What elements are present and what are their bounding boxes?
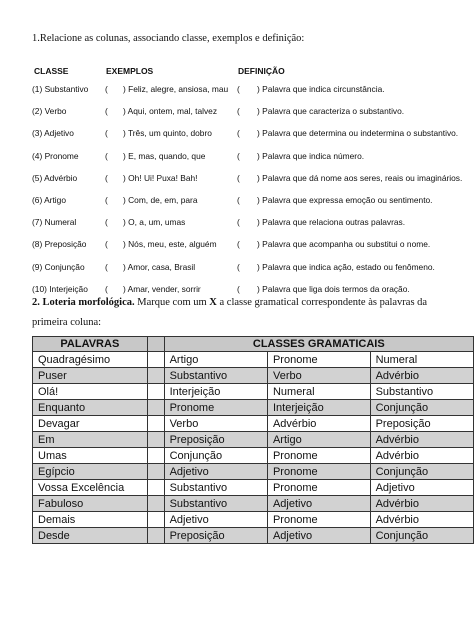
class-option-cell[interactable]: Substantivo: [164, 496, 267, 512]
answer-paren-open[interactable]: (: [237, 261, 240, 272]
example-text: ) Amar, vender, sorrir: [123, 283, 201, 294]
spacer-cell: [147, 352, 164, 368]
class-option-cell[interactable]: Advérbio: [370, 512, 473, 528]
matching-row: [32, 217, 462, 239]
word-cell: Vossa Excelência: [33, 480, 148, 496]
word-cell: Fabuloso: [33, 496, 148, 512]
class-option-cell[interactable]: Advérbio: [267, 416, 370, 432]
spacer-cell: [147, 448, 164, 464]
table-row: [33, 528, 474, 544]
word-cell: Desde: [33, 528, 148, 544]
matching-row: [32, 84, 462, 106]
question-2-number: 2.: [32, 297, 40, 308]
word-cell: Puser: [33, 368, 148, 384]
class-label: (6) Artigo: [32, 195, 66, 205]
class-label: (8) Preposição: [32, 239, 87, 250]
answer-paren-open[interactable]: (: [105, 150, 108, 161]
class-option-cell[interactable]: Substantivo: [370, 384, 473, 400]
class-label: (1) Substantivo: [32, 84, 89, 94]
class-option-cell[interactable]: Adjetivo: [164, 464, 267, 480]
question-1-title: 1.Relacione as colunas, associando classe, exemplos e definição:: [32, 33, 305, 44]
class-label: (10) Interjeição: [32, 283, 88, 294]
header-classe: CLASSE: [34, 66, 69, 76]
class-option-cell[interactable]: Conjunção: [370, 400, 473, 416]
class-option-cell[interactable]: Numeral: [267, 384, 370, 400]
class-option-cell[interactable]: Pronome: [267, 448, 370, 464]
definition-text: ) Palavra que liga dois termos da oração.: [257, 283, 410, 294]
answer-paren-open[interactable]: (: [105, 172, 108, 183]
definition-text: ) Palavra que acompanha ou substitui o nome.: [257, 239, 431, 250]
table-row: [33, 416, 474, 432]
word-cell: Demais: [33, 512, 148, 528]
definition-text: ) Palavra que indica circunstância.: [257, 84, 385, 94]
table-row: [33, 352, 474, 368]
class-option-cell[interactable]: Advérbio: [370, 448, 473, 464]
lottery-table: [32, 336, 474, 544]
header-exemplos: EXEMPLOS: [106, 66, 154, 76]
class-option-cell[interactable]: Adjetivo: [370, 480, 473, 496]
class-option-cell[interactable]: Pronome: [267, 480, 370, 496]
header-palavras: PALAVRAS: [33, 337, 148, 352]
table-row: [33, 464, 474, 480]
answer-paren-open[interactable]: (: [105, 84, 108, 94]
x-mark: X: [209, 297, 217, 308]
definition-text: ) Palavra que relaciona outras palavras.: [257, 217, 406, 228]
spacer-cell: [147, 368, 164, 384]
class-option-cell[interactable]: Advérbio: [370, 496, 473, 512]
spacer-cell: [147, 432, 164, 448]
class-option-cell[interactable]: Adjetivo: [267, 496, 370, 512]
definition-text: ) Palavra que indica ação, estado ou fenômeno.: [257, 261, 435, 272]
example-text: ) Nós, meu, este, alguém: [123, 239, 217, 250]
answer-paren-open[interactable]: (: [237, 150, 240, 161]
matching-row: [32, 173, 462, 195]
definition-text: ) Palavra que indica número.: [257, 150, 365, 161]
class-option-cell[interactable]: Pronome: [267, 352, 370, 368]
class-option-cell[interactable]: Substantivo: [164, 480, 267, 496]
example-text: ) O, a, um, umas: [123, 217, 186, 228]
spacer-cell: [147, 464, 164, 480]
class-option-cell[interactable]: Interjeição: [267, 400, 370, 416]
answer-paren-open[interactable]: (: [237, 84, 240, 94]
spacer-cell: [147, 496, 164, 512]
class-option-cell[interactable]: Interjeição: [164, 384, 267, 400]
example-text: ) E, mas, quando, que: [123, 150, 206, 161]
class-option-cell[interactable]: Advérbio: [370, 368, 473, 384]
class-option-cell[interactable]: Advérbio: [370, 432, 473, 448]
definition-text: ) Palavra que dá nome aos seres, reais ou imaginários.: [257, 172, 463, 183]
matching-row: [32, 262, 462, 284]
definition-text: ) Palavra que caracteriza o substantivo.: [257, 106, 405, 117]
answer-paren-open[interactable]: (: [105, 239, 108, 250]
answer-paren-open[interactable]: (: [105, 128, 108, 139]
matching-row: [32, 239, 462, 261]
example-text: ) Amor, casa, Brasil: [123, 261, 196, 272]
spacer-cell: [147, 384, 164, 400]
matching-row: [32, 151, 462, 173]
class-option-cell[interactable]: Verbo: [164, 416, 267, 432]
word-cell: Quadragésimo: [33, 352, 148, 368]
spacer-cell: [147, 512, 164, 528]
matching-row: [32, 195, 462, 217]
answer-paren-open[interactable]: (: [237, 195, 240, 205]
example-text: ) Oh! Ui! Puxa! Bah!: [123, 172, 198, 183]
answer-paren-open[interactable]: (: [105, 217, 108, 228]
class-option-cell[interactable]: Adjetivo: [164, 512, 267, 528]
question-2-text-a: Marque com um: [137, 297, 207, 308]
class-option-cell[interactable]: Conjunção: [370, 528, 473, 544]
table-row: [33, 480, 474, 496]
example-text: ) Com, de, em, para: [123, 195, 198, 205]
table-row: [33, 384, 474, 400]
question-2-text-b: a classe gramatical correspondente às palavras da primeira coluna:: [32, 297, 428, 328]
word-cell: Olá!: [33, 384, 148, 400]
answer-paren-open[interactable]: (: [237, 172, 240, 183]
header-definicao: DEFINIÇÃO: [238, 66, 285, 76]
class-option-cell[interactable]: Artigo: [164, 352, 267, 368]
class-option-cell[interactable]: Pronome: [164, 400, 267, 416]
example-text: ) Aqui, ontem, mal, talvez: [123, 106, 218, 117]
answer-paren-open[interactable]: (: [237, 128, 240, 139]
class-option-cell[interactable]: Preposição: [370, 416, 473, 432]
class-option-cell[interactable]: Preposição: [164, 528, 267, 544]
class-option-cell[interactable]: Adjetivo: [267, 528, 370, 544]
spacer-cell: [147, 528, 164, 544]
class-option-cell[interactable]: Preposição: [164, 432, 267, 448]
answer-paren-open[interactable]: (: [105, 195, 108, 205]
class-label: (5) Advérbio: [32, 172, 78, 183]
class-label: (3) Adjetivo: [32, 128, 74, 139]
word-cell: Enquanto: [33, 400, 148, 416]
matching-row: [32, 128, 462, 150]
answer-paren-open[interactable]: (: [237, 217, 240, 228]
word-cell: Umas: [33, 448, 148, 464]
answer-paren-open[interactable]: (: [105, 283, 108, 294]
spacer-cell: [147, 400, 164, 416]
class-option-cell[interactable]: Verbo: [267, 368, 370, 384]
definition-text: ) Palavra que expressa emoção ou sentimento.: [257, 195, 433, 205]
header-spacer: [147, 337, 164, 352]
answer-paren-open[interactable]: (: [237, 239, 240, 250]
class-option-cell[interactable]: Pronome: [267, 464, 370, 480]
matching-row: [32, 106, 462, 128]
class-option-cell[interactable]: Pronome: [267, 512, 370, 528]
class-option-cell[interactable]: Conjunção: [164, 448, 267, 464]
class-option-cell[interactable]: Artigo: [267, 432, 370, 448]
class-label: (7) Numeral: [32, 217, 77, 228]
table-row: [33, 448, 474, 464]
question-2-heading: Loteria morfológica.: [42, 297, 135, 308]
example-text: ) Três, um quinto, dobro: [123, 128, 212, 139]
word-cell: Em: [33, 432, 148, 448]
class-option-cell[interactable]: Numeral: [370, 352, 473, 368]
answer-paren-open[interactable]: (: [237, 106, 240, 117]
class-label: (2) Verbo: [32, 106, 67, 117]
table-row: [33, 400, 474, 416]
table-row: [33, 432, 474, 448]
class-option-cell[interactable]: Substantivo: [164, 368, 267, 384]
question-2-title: [32, 293, 452, 333]
word-cell: Devagar: [33, 416, 148, 432]
class-label: (4) Pronome: [32, 150, 79, 161]
table-row: [33, 512, 474, 528]
answer-paren-open[interactable]: (: [237, 283, 240, 294]
answer-paren-open[interactable]: (: [105, 106, 108, 117]
spacer-cell: [147, 480, 164, 496]
table-row: [33, 368, 474, 384]
class-option-cell[interactable]: Conjunção: [370, 464, 473, 480]
word-cell: Egípcio: [33, 464, 148, 480]
example-text: ) Feliz, alegre, ansiosa, mau: [123, 84, 229, 94]
definition-text: ) Palavra que determina ou indetermina o substantivo.: [257, 128, 459, 139]
table-row: [33, 496, 474, 512]
class-label: (9) Conjunção: [32, 261, 85, 272]
header-classes: CLASSES GRAMATICAIS: [164, 337, 473, 352]
spacer-cell: [147, 416, 164, 432]
answer-paren-open[interactable]: (: [105, 261, 108, 272]
